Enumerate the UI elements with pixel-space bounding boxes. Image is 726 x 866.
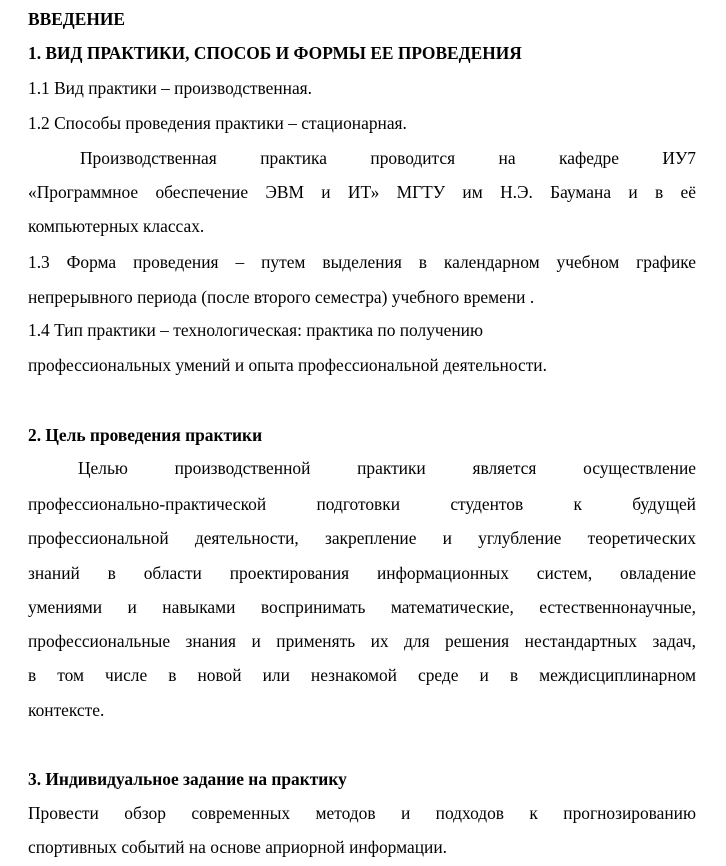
item-1-3-line: 1.3 Форма проведения – путем выделения в календарном учебном графике <box>28 252 696 272</box>
section-2-paragraph-line: умениями и навыками воспринимать математические, естественнонаучные, <box>28 597 696 617</box>
section-3-paragraph-line: Провести обзор современных методов и подходов к прогнозированию <box>28 803 696 823</box>
section-3-heading: 3. Индивидуальное задание на практику <box>28 769 347 789</box>
item-1-1: 1.1 Вид практики – производственная. <box>28 78 313 98</box>
item-1-3-line: непрерывного периода (после второго семестра) учебного времени . <box>28 287 535 307</box>
section-2-paragraph-line: профессиональной деятельности, закрепление и углубление теоретических <box>28 528 696 548</box>
item-1-4-line: профессиональных умений и опыта профессиональной деятельности. <box>28 355 547 375</box>
section-1-paragraph-line: компьютерных классах. <box>28 216 205 236</box>
section-1-heading: 1. ВИД ПРАКТИКИ, СПОСОБ И ФОРМЫ ЕЕ ПРОВЕДЕНИЯ <box>28 43 522 63</box>
section-2-paragraph-line: профессионально-практической подготовки студентов к будущей <box>28 494 696 514</box>
section-1-paragraph-line: «Программное обеспечение ЭВМ и ИТ» МГТУ им Н.Э. Баумана и в её <box>28 182 696 202</box>
section-1-paragraph-line: Производственная практика проводится на кафедре ИУ7 <box>80 148 696 168</box>
section-2-paragraph-line: контексте. <box>28 700 105 720</box>
section-2-heading: 2. Цель проведения практики <box>28 425 263 445</box>
section-2-paragraph-line: Целью производственной практики является осуществление <box>78 458 696 478</box>
item-1-4-line: 1.4 Тип практики – технологическая: практика по получению <box>28 320 483 340</box>
section-3-paragraph-line: спортивных событий на основе априорной информации. <box>28 837 447 857</box>
section-2-paragraph-line: знаний в области проектирования информационных систем, овладение <box>28 563 696 583</box>
intro-heading: ВВЕДЕНИЕ <box>28 9 126 29</box>
section-2-paragraph-line: профессиональные знания и применять их для решения нестандартных задач, <box>28 631 696 651</box>
item-1-2: 1.2 Способы проведения практики – стационарная. <box>28 113 407 133</box>
section-2-paragraph-line: в том числе в новой или незнакомой среде и в междисциплинарном <box>28 665 696 685</box>
